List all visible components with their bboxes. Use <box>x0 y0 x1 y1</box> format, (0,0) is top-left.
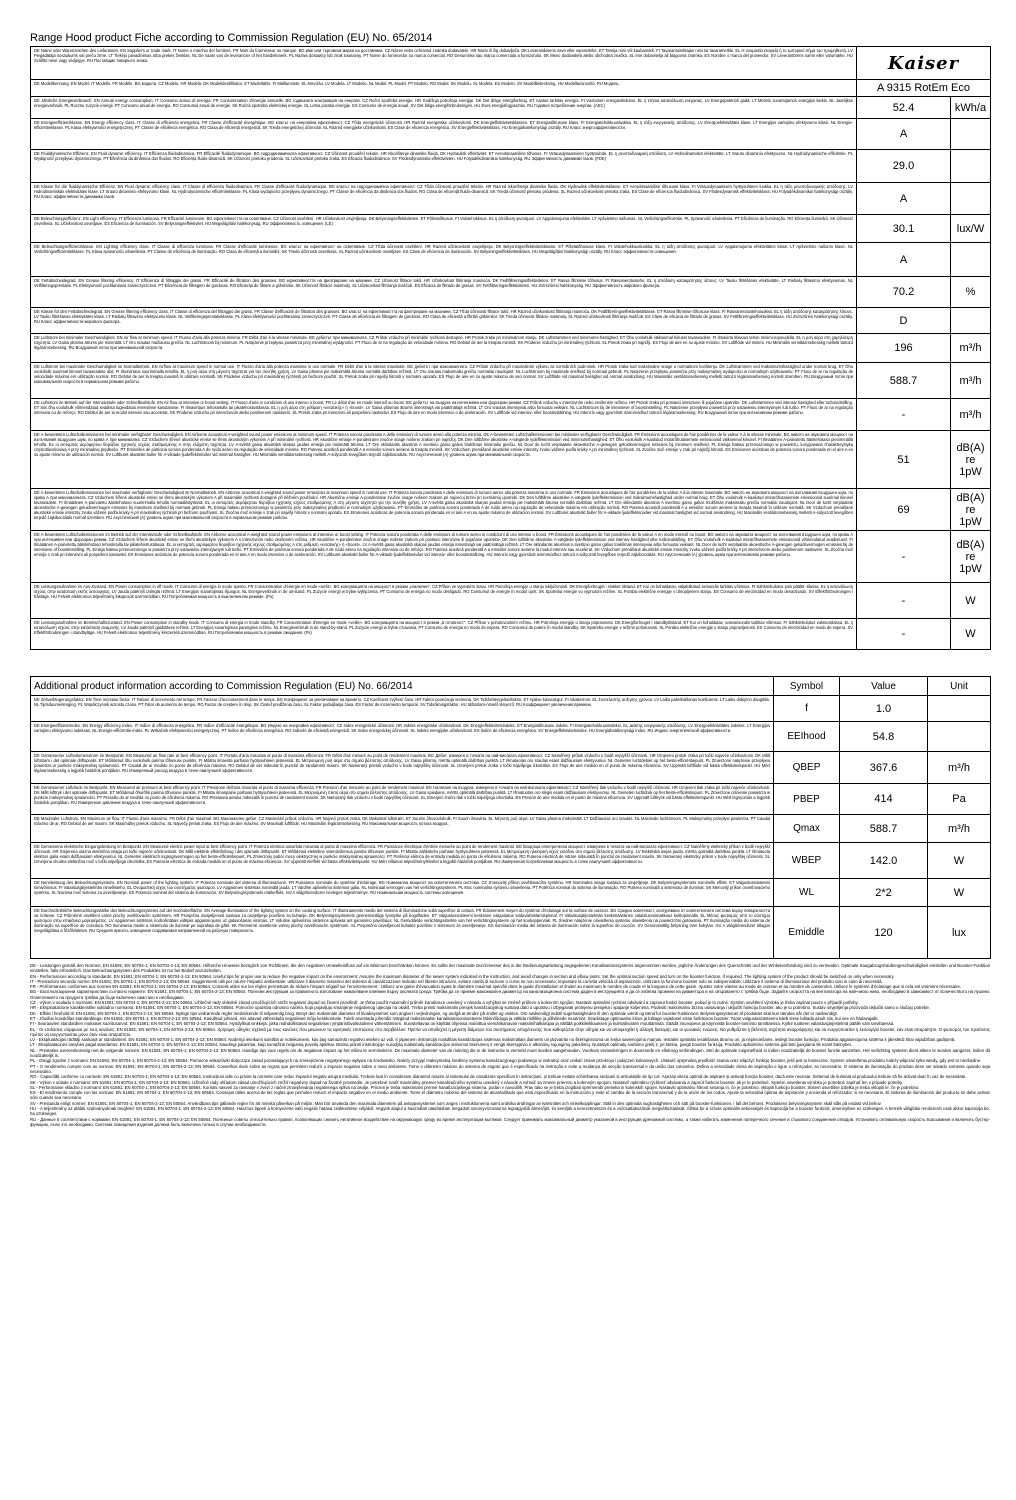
usage-notes <box>30 963 990 1127</box>
row-description: DE Gemessener Luftdruck im Bestpunkt. EN Measured air pressure at best efficiency point. IT Pressione dell'aria misurata al punto di massima efficienza. FR Pression d'air mesurée au point de rendement maximal. BG Налягане на въздуха, измерено в точката на най-високата ефективност. CZ Naměřený tlak vzduchu v bodě nejvyšší účinnosti. HR Izmjereni tlak zraka pri točki najveće učinkovitosti. DK Målt lufttryk i det optimale driftspunkt. ET Mõõdetud õhurõhk parima tõhususe punktis. FI Mitattu ilmanpaine parhaan hyötysuhteen pisteessä. EL Μετρούμενη πίεση αέρα στο σημείο βέλτιστης απόδοσης. LV Gaisa spiediens, mērīts optimālā darbības punktā. LT Išmatuotas oro slėgis esant didžiausiam efektyvumui. NL Gemeten luchtdruk op het beste-efficiëntiepunt. PL Zmierzone ciśnienie powietrza w punkcie maksymalnej sprawności. PT Pressão do ar medida no ponto de eficiência máxima. RO Presiunea aerului măsurată în punctul de randament maxim. SK Nameraný tlak vzduchu v bode najvyššej účinnosti. SL Izmerjeni zračni tlak v točki najvišjega izkoristka. ES Presión de aire medida en el punto de máxima eficiencia. SV Uppmätt lufttryck vid bästa effektivitetspunkt. HU Mért légnyomás a legjobb hatásfok pontjában. RU Измеренное давление воздуха в точке наилучшей эффективности. <box>31 784 774 815</box>
row-description: DE Luftstrom im Betrieb auf der Intensivstufe oder Schnelllaufstufe. EN Air flow at intensive or boost setting. IT Flusso d'aria in condizioni di uso intenso o boost. FR Le débit d'air en mode intensif ou boost. BG дебитът на въздуха на интензивен или форсиран режим. CZ Průtok vzduchu v intenzivním nebo zesíleném režimu. HR Protok zraka pri postavci intenzivne ili pojačane upotrebe. DK Luftstrømmen ved intensiv hastighed eller turboindstilling. ET Siis õhu vooluhulk võimendatud seadista tugevdatus intensiivse kasutamise. FI Ilmavirtaus tehostetulla tai pikatehostustilassa. EL η ροή αέρα στη ρύθμιση «εντατικής» ή «boost». LV Gaisa plūsmas ātrums intensīvajā vai paātrinātajā režīmā. LT Oro srautas intensyviai arba forsuotai veikiant. NL Luchtstroom bij de intensieve of boostinstelling. PL Natężenie przepływu powietrza przy ustawieniu intensywnym lub turbo. PT Fluxo de ar na regulação intensiva ou de reforço. RO Debitul de aer la modul intensiv sau accelerat. SK Prúdenie vzduchu pri intenzívnom alebo posilnenom nastavení. SL Pretok zraka pri intenzivni ali pospešeni nastavitvi. ES Flujo de aire en modo intensivo o de aceleración. SV Luftflöde vid intensiv- eller boostinställning. HU Intenzív vagy gyorsított üzemmódhoz tartozó légáramsebesség. RU Воздушный поток при интенсивном режиме работы. <box>31 399 857 431</box>
fiche65-row <box>31 399 991 431</box>
row-description: DE Klasse für den Fettabscheidegrad. EN Grease filtering efficiency class. IT Classe di efficienza del filtraggio dei grassi. FR Classe d'efficacité de filtration des graisses. BG класът на ефективността на филтриране на мазнини. CZ Třída účinnosti filtrace tuků. HR Razred učinkovitosti filtriranja masnoća. DK Fedtfiltreringseffektivitetsklasse. ET Rasva filtrimise tõhususe klass. FI Rasvanerotustehoiuokka. EL η τάξη απόδοσης κατακράτησης λίπους. LV Tauku filtrēšanas efektivitātes klase. LT Riebalų filtravimo efektyvumo klasė. NL Vetfilteringsprestatieklasse. PL Klasa efektywności pochłaniania zanieczyszczeń. PT Classe de eficiência de filtragem de gorduras. RO Clasa de eficiență a filtrării grăsimilor. SK Trieda účinnosti filtrácie mastnoty. SL Razred učinkovitosti filtriranja maščob. ES Clase de eficacia de filtrado de grasas. SV Fettfiltreringseffektivitetsklass. HU Zsírszűrési hatékonysági osztály. RU Класс эффективности жирового фильтра. <box>31 308 857 334</box>
symbol-header: Symbol <box>774 677 840 696</box>
row-unit <box>951 119 991 150</box>
usage-note: BG - Експлоатационни характеристики съгласно нормите: EN 61591; EN 60704-1; EN 60704-2-13; EN 50564. Полезни инструкции за правилното използване намаляване влияние върху околната среда: Трябва да се приеме максимален диаметър на канализационна система даден в инструкцията и да се избягва промени на диаметъра и на свързването с трябва бъде. Задайте скоростта на вентилатора на най-ниско ниво, необходимо в зависимост от количеството на пушеки. Осветлението на продукта трябва да бъде включено само ако е необходимо. <box>30 989 990 1000</box>
row-description: DE Jährliche Energieverbrauch. EN Annual energy consumption. IT Consumo annuo di energia. FR Consommation d'énergie annuelle. BG годишната консумация на енергия. CZ Roční spotřeba energie. HR Godišnja potrošnja energije. DK Det årlige energiforbrug. ET Aastas tarbitav energia. FI Vuotuinen energiankulutus. EL η ετήσια κατανάλωση ενέργειας. LV Energopatēriņš gadā. LT Metinis suvartojamos energijos kiekis. NL Jaarlijkse energieverbruik. PL Roczne zużycie energii. PT Consumo anual de energia. RO Consumul anual de energie. SK Ročná spotreba elektrickej energie. SL Letna poraba energije. ES Consumo de energía anual. SV Det årliga energiförbrukningen. HU Éves energiafogyasztás. RU Годовое потребление энергии. (AEC) <box>31 97 857 119</box>
row-unit: % <box>951 277 991 308</box>
fiche66-row <box>31 696 991 722</box>
row-value: A <box>857 119 951 150</box>
fiche66-header-row <box>31 677 991 696</box>
row-description: DE Beleuchtungseffizienz. EN Light efficiency. IT Efficienza luminosa. FR Efficacité lumineuse. BG ефективността на осветяване. CZ Účinnost osvětlení. HR Učinkovitost osvjetljenja. DK Belysningseffektiviteten. ET Põletatõhusus. FI Valotehokkuus. EL η απόδοση φωτισμού. LV Apgaismojuma efektivitāte. LT Apšvietimo našumas. NL Verlichtingsefficiëntie. PL Sprawność oświetlenia. PT Eficiência de iluminação. RO Eficiența iluminării. SK Účinnosť osvetlenia. SL Učinkovitost osvetljave. ES Eficiencia de iluminación. SV Belysningseffektivitet. HU Megvilágítási hatékonyság. RU Эффективность освещения. (LE) <box>31 215 857 243</box>
fiche65-row <box>31 150 991 183</box>
usage-note: LT - Eksploatacinės savybės pagal standartus: EN 61591; EN 60704-1; EN 60704-2-13; EN 50564. Naudingi patarimai, kaip sumažinti neigiamą poveikį aplinkai. Būtina priimti instrukcijoje nurodytą maksimalų kanalizacijos sistemos skersmenį ir vengti skerspjūvio ir alkūninių sujungimų pakeitimų. Nustatyti optimalų siurbimo greitį ir, jei būtina, įjungti booster funkciją. Produkto apšvietimo sistema gali būti įjungiama tik esant būtinybei. <box>30 1042 852 1048</box>
row-value: 69 <box>857 489 951 531</box>
fiche65-row <box>31 119 991 150</box>
row-unit <box>928 696 991 722</box>
row-unit: W <box>951 583 991 619</box>
row-value: 588.7 <box>857 363 951 399</box>
row-unit: m³/h <box>928 752 991 784</box>
row-value: 54.8 <box>840 722 928 752</box>
row-description: DE Beleuchtungseffizienzklasse. EN Lighting efficiency class. IT Classe di efficienza luminosa. FR Classe d'efficacité lumineuse. BG класът на ефективност на осветяване. CZ Třída účinnosti osvětlení. HR Razred učinkovitosti osvjetljenja. DK Belysningseffektivitetsklasse. ET Põletatõhususe klass. FI Valotehokkuusluokka. EL η τάξη απόδοσης φωτισμού. LV Apgaismojuma efektivitātes klase. LT Apšvietimo našumo klasė. NL Verlichtingsefficiëntieklasse. PL Klasa sprawności oświetlenia. PT Classe de eficiência de iluminação. RO Clasa de eficiență a iluminării. SK Trieda účinnosti osvetlenia. SL Razred učinkovitosti osvetljave. ES Clase de eficiencia de iluminación. SV Belysningseffektivitetsklass. HU Megvilágítási hatékonysági osztály. RU Класс эффективности освещения. <box>31 243 857 277</box>
usage-note: SK - Výkon v súlade s normami: EN 61591; EN 60704-1; EN 60704-2-13; EN 50564. Užitočné rady ohľadom zásad umožňujúcich znížiť negatívny dopad na životné prostredie. Je potrebné zvoliť maximálny priemer kanalizačného systému uvedený v návode a vyhnúť sa zmene prierezu a kolenným spojom. Nastaviť optimálnu rýchlosť odsávania a zapnúť funkciu booster, ak je to potrebné. Systém osvetlenia výrobku je potrebné zapínať len v prípade potreby. <box>30 1079 904 1085</box>
row-unit <box>951 243 991 277</box>
fiche65-title: Range Hood product Fiche according to Commission Regulation (EU) No. 65/2014 <box>30 32 433 44</box>
row-value: D <box>857 308 951 334</box>
fiche65-row <box>31 80 991 97</box>
row-unit: kWh/a <box>951 97 991 119</box>
row-unit: m³/h <box>951 399 991 431</box>
fiche65-row <box>31 277 991 308</box>
usage-note: DK - Effekt i henhold til: EN 61591; EN 60704-1; EN 60704-2-13; EN 50564. Nyttige tips vedrørende regler medvirkende til miljøvenlig brug: Benyt den maksimale diameter af kloaksystemet som angivet i vejledningen, og undgå at ændre på snittet og vinklen. Om nødvendigt indstil sugehastigheden til den optimale værdi og tænd for booster-funktionen. Belysningssystemet af produktet skal kun tændes når det er nødvendigt. <box>30 1010 838 1016</box>
fiche66-row <box>31 843 991 879</box>
row-value: - <box>857 531 951 583</box>
usage-note: HU - A teljesítmény az alábbi szabványoknak megfelel: EN 61591; EN 60704-1; EN 60704-2-13; EN 50564. Hasznos tippek a környezetre való negatív hatása csökkentése céljából. Vegyük alapul a használati utasításban megadott szennyvízcsatorna legnagyobb átmérőjét, és kerüljük a keresztmetszet és a csőcsatlakozások megváltoztatását. Állítsa be a szívás optimális sebességét és kapcsolja be a booster funkciót, amennyiben ez szükséges. A termék világítási rendszerét csak akkor kapcsolja be, ha szükséges. <box>30 1106 990 1117</box>
row-description: DE Nennleistung des Beleuchtungssystems. EN Nominal power of the lighting system. IT Potenza nominale del sistema di illuminazione. FR Puissance nominale du système d'éclairage. BG Номинална мощност на осветителната система. CZ Jmenovitý příkon osvětlovacího systému. HR Nominalna snaga sustava za osvjetljenje. DK Belysningssystemets nominelle effekt. ET Valgustussüsteemi nimivõimsus. FI Valaistusjärjestelmän nimellisteho. EL Ονομαστική ισχύς του συστήματος φωτισμού. LV Apgaismes sistēmas nominālā jauda. LT Vardinė apšvietimo sistemos galia. NL Nominaal vermogen van het verlichtingssysteem. PL Moc nominalna systemu oświetlenia. PT Potência nominal do sistema de iluminação. RO Puterea nominală a sistemului de iluminat. SK Menovitý príkon osvetľovacieho systému. SL Nazivna moč sistema za osvetljevanje. ES Potencia nominal del sistema de iluminación. SV Belysningssystemets märkeffekt. HU A világítórendszer névleges teljesítménye. RU Номинальная мощность системы освещения. <box>31 879 774 907</box>
row-description: DE Fluiddynamische Effizienz. EN Fluid dynamic efficiency. IT Efficienza fluidodinamica. FR Efficacité fluidodynamique. BG гидродинамичната ефективност. CZ Účinnost proudění tekutin. HR Iskorištenje dinamike fluida. DK Hydraulisk effektivitet. ET Aerodünaamiline tõhusus. FI Virtausdynaaminen hyötysuhde. EL η ρευστοδυναμική απόδοση. LV Hidrodinamiskā efektivitāte. LT Srauto dinaminio efektyvumo. NL Hydrodynamische efficiëntie. PL Wydajność przepływu dynamicznego. PT Eficiência da dinâmica dos fluidos. RO Eficiența fluido-dinamică. SK Účinnosť prietoku prúdenia. SL Učinkovitost pretoka zraka. ES Eficacia fluidodinámica. SV Flödesdynamiska effektiviteten. HU Folyadékdinamikai hatékonyság. RU Эффективность динамики газов. (FDE) <box>31 150 857 183</box>
row-value: A <box>857 243 951 277</box>
fiche65-row <box>31 363 991 399</box>
row-unit: W <box>951 619 991 650</box>
usage-note: HR - Eksploatacione karakteristike sukladno normama: EN 61591; EN 60704-1; EN 60704-2-13; EN 50564. Pomoćne uputstva odnosno načela, koja pojavljuju smanjenje negativnog utjecaja na okoliš. Treba primiti maksimalni presjek kanalizacijskog sustava dato u uputstvu i izbjegavati promjenu presjeka i spajanje koljenima. Podesiti maksimalnu brzinu usisavanja i uključiti funkciju booster, ako je to potrebno. Sustav osvjetljenja proizvoda uključiti samo u slučaju potrebe. <box>30 1005 930 1011</box>
fiche66-row <box>31 879 991 907</box>
row-unit: dB(A) re 1pW <box>951 531 991 583</box>
row-value: 142.0 <box>840 843 928 879</box>
row-value: 196 <box>857 334 951 363</box>
row-symbol: PBEP <box>774 784 840 815</box>
fiche65-row <box>31 183 991 215</box>
row-symbol: QBEP <box>774 752 840 784</box>
row-description: DE Zeitverlängerungsfaktor. EN Time increase factor. IT Fattore di incremento nel tempo. FR Facteur d'accroissement dans le temps. BG Коефициент за увеличаване на времето. CZ Koeficient zvýšení času. HR Faktor povećanja vremena. DK Tidsforlængelsesfaktor. ET Ajalise kasvutegur. FI Aikakerroin. EL Συντελεστής αύξησης χρόνου. LV Laika palielināšanas koeficients. LT Laiko didėjimo daugiklis. NL Tijdsduurverlenging. PL Współczynnik wzrostu czasu. PT Fator de aumento de tempo. RO Factor de creștere în timp. SK Činiteľ predĺženia času. SL Faktor podaljšanja časa. ES Factor de incremento temporal. SV Tidsökningsfaktor. HU Időtartam-növelő tényező. RU Коэффициент увеличения времени. <box>31 696 774 722</box>
row-description: DE Maximaler Luftstrom. EN Maximum air flow. IT Flusso d'aria massimo. FR Débit d'air maximal. BG Максимален дебит. CZ Maximální průtok vzduchu. HR Najveći protok zraka. DK Maksimal luftstrøm. ET Suurim õhuvooluhulk. FI Suurin ilmavirta. EL Μέγιστη ροή αέρα. LV Gaisa plūsma maksimālā. LT Didžiausias oro srautas. NL Maximale luchtstroom. PL Maksymalny przepływ powietrza. PT Caudal máximo de ar. RO Debitul de aer maxim. SK Maximálny prietok vzduchu. SL Največji pretok zraka. ES Flujo de aire máximo. SV Maximalt luftflöde. HU Maximális légáramsebesség. RU Максимальная мощность потока воздуха. <box>31 815 774 843</box>
usage-note: FI - Seuraavien standardien mukaiset suoritusarvot: EN 61591; EN 60704-1; EN 60704-2-13; EN 50564. Hyödyllisiä vinkkejä, jotka mahdollistavat negatiivisen ympäristövaikutuksen vähentämisen. Suositeltavaa on käyttää ohjeissa mainittua viemärikanavan maksimihalkaisijaa ja välttää poikkileikkauksen ja kulmaliitosten muuttamista. Säädä imunopeus ja käynnistä booster-toiminto tarvittaessa. Kytke tuotteen valaistusjärjestelmä päälle vain tarvittaessa. <box>30 1021 895 1027</box>
row-symbol: f <box>774 696 840 722</box>
row-description: DE Gemessener Luftvolumenstrom im Bestpunkt. EN Measured air flow rate at best efficiency point. IT Portata d'aria misurata al punto di massima efficienza. FR Débit d'air mesuré au point de rendement maximal. BG Дебит, измерен в точката на най-високата ефективност. CZ Naměřený průtok vzduchu v bodě nejvyšší účinnosti. HR Izmjereni protok zraka pri točki najveće učinkovitosti. DK Målt luftstrøm i det optimale driftspunkt. ET Mõõdetud õhu vooluhulk parima tõhususe punktis. FI Mitattu ilmavirta parhaan hyötysuhteen pisteessä. EL Μετρούμενη ροή αέρα στο σημείο βέλτιστης απόδοσης. LV Gaisa plūsma, mērīta optimālā darbības punktā. LT Išmatuotas oro srautas esant didžiausiam efektyvumui. NL Gemeten luchtdebiet op het beste-efficiëntiepunt. PL Zmierzone natężenie przepływu powietrza w punkcie maksymalnej sprawności. PT Caudal de ar medido no ponto de eficiência máxima. RO Debitul de aer măsurat în punctul de randament maxim. SK Nameraný prietok vzduchu v bode najvyššej účinnosti. SL Izmerjeni pretok zraka v točki najvišjega izkoristka. ES Flujo de aire medido en el punto de máxima eficiencia. SV Uppmätt luftflöde vid bästa effektivitetspunkt. HU Mért légáramsebesség a legjobb hatásfok pontjában. RU Измеренный расход воздуха в точке наилучшей эффективности. <box>31 752 774 784</box>
fiche65-row <box>31 531 991 583</box>
row-description: DE Name oder Warenzeichen des Lieferanten. EN Supplier's or trade mark. IT Nome o marchio del fornitore. FR Nom du fournisseur ou marque. BG име или търговска марка на доставчика. CZ Název nebo ochranná známka dodavatele. HR Naziv ili žig dobavljača. DK Leverandørens navn eller varemærke. ET Tarnija nimi või kaubamärk. FI Tavarantoimittajan nimi tai tavaramerkki. EL Η ονομασία εταιρεία ή το εμπορικό σήμα του προμηθευτή. LV Piegādātāja nosaukums vai preču zīme. LT Tiekėjo pavadinimas arba prekės ženklas. NL De naam van de leverancier of het handelsmerk. PL Nazwa dostawcy lub znak towarowy. PT Nome do fornecedor ou marca comercial. RO Denumirea sau marca comerciala a furnizorului. SK Meno dodávateľa alebo obchodná značka. SL Ime dobavitelja ali blagovna znamka. ES Nombre o marca del proveedor. SV Leverantörens namn eller varumärke. HU Szállító neve vagy védjegye. RU Поставщик товарного знака. <box>31 47 857 80</box>
row-description: DE Energieeffizienzindex. EN Energy efficiency index. IT Indice di efficienza energetica. FR Indice d'efficacité énergétique. BG Индекс на енергийна ефективност. CZ Index energetické účinnosti. HR Indeks energetske učinkovitosti. DK Energieffektivitetsindeks. ET Energiatõhususe indeks. FI Energiatehokkuusindeksi. EL Δείκτης ενεργειακής απόδοσης. LV Energoefektivitātes indekss. LT Energijos vartojimo efektyvumo indeksas. NL Energie-efficiëntie-index. PL Wskaźnik efektywności energetycznej. PT Índice de eficiência energética. RO Indicele de eficiență energetică. SK Index energetickej účinnosti. SL Indeks energijske učinkovitosti. ES Índice de eficiencia energética. SV Energieffektivitetsindex. HU Energiahatékonysági index. RU Индекс энергетической эффективности. <box>31 722 774 752</box>
row-unit: dB(A) re 1pW <box>951 431 991 489</box>
row-unit: lux <box>928 907 991 959</box>
row-description: DE Luftstrom bei minimaler Geschwindigkeit. EN Air flow at minimum speed. IT Flusso d'aria alla potenza minima. FR Débit d'air à la vitesse minimale. BG дебитът при минималната. CZ Průtok vzduchu při minimální rychlosti dostupné. HR Protok zraka pri minimalnom stanju. DK Luftstrømmen ved minimums-hastighed. ET Õhu vooluhulk väikseimal kiirusel tavaseadete. FI Ilmavirta tilavuus tehon minimi-nopeudella. EL η ροή αέρα στη χαμηλότερη ταχύτητα. LV Gaisa plūsma ātrums pie minimālā. LT Oro srautas mažiausiu greičiu. NL Luchtstroom bij minimum. PL Natężenie przepływu powietrza przy minimalnej wydajności. PT Fluxo de ar na regulação de velocidade mínima. RO Debitul de aer la treapta minimă. SK Prúdenie vzduchu pri minimálnej rýchlosti. SL Pretok zraka pri najnižji. ES Flujo de aire en su ajuste mínimo. SV Luftflöde vid minimi. HU Minimális ventilátorsebesség melletti tartozó légáramsebesség. RU Воздушный поток при минимальной скорости. <box>31 334 857 363</box>
row-value: 52.4 <box>857 97 951 119</box>
fiche65-row <box>31 97 991 119</box>
row-description: DE Leistungsaufnahme im Bereitschaftszustand. EN Power consumption in standby mode. IT Consumo di energia in modo standby. FR Consommation d'énergie en mode «veille». BG консумацията на мощност в режим „в готовност“. CZ Příkon v pohotovostním režimu. HR Potrošnja energije u stanju pripravnosti. DK Energiforbruget i standbytilstand. ET Kui on kohaldatav, ooteseisundis tarbitav võimsus. FI Sähkönkulutus valmiustilassa. EL η κατανάλωση ισχύος στην κατάσταση αναμονής. LV Jauda patēriņš gaidstāves režīmā. LT Energijos suvartojimas parengties režimu. NL Energieverbruik in de stand-by-stand. PL Zużycie energii w trybie czuwania. PT Consumo de energia no modo de espera. RO Consumul de putere în modul standby. SK Spotreba energie v režime pohotovosti. SL Poraba električne energije v stanju pripravljenosti. ES Consumo de electricidad en modo de espera. SV Effektförbrukningen i standbyläge. HU Felvett elektromos teljesítmény készenléti üzemmódban. RU Потребляемая мощность в режиме ожидания. (Ps) <box>31 619 857 650</box>
fiche65-row <box>31 334 991 363</box>
usage-note: PL - Osiągi zgodne z normami: EN 61591; EN 60704-1; EN 60704-2-13; EN 50564. Pomocne wskazówki dotyczące zasad pozwalających na zmniejszenie negatywnego wpływu na środowisko. Należy przyjąć maksymalną średnicę systemu kanalizacyjnego podanego w instrukcji oraz unikać zmian przekroju i połączeń kolanowych. Ustawić optymalną prędkość ssania oraz włączyć funkcję booster, jeśli jest to konieczne. System oświetlenia produktu należy włączać tylko wtedy, gdy jest to niezbędne. <box>30 1058 982 1064</box>
fiche-page <box>30 30 990 1127</box>
usage-note: RU - Данные в соответствии с нормами: EN 61591; EN 60704-1; EN 60704-2-13; EN 50564. Полезные советы относительно правил, позволяющих снизить негативное воздействие на окружающую среду во время эксплуатации вытяжки: Следует принимать максимальный диаметр указанной в инструкции дренажной системы, а также избегать изменения поперечного сечения и стыкового соединения отводов. Установить оптимальную скорость всасывания и включить бустер-функцию, если это необходимо. Система освещения изделия должна быть включена только в случае необходимости. <box>30 1116 990 1127</box>
fiche65-row <box>31 489 991 531</box>
fiche66-row <box>31 722 991 752</box>
row-unit: W <box>928 879 991 907</box>
row-value: 588.7 <box>840 815 928 843</box>
row-value: A <box>857 183 951 215</box>
row-unit: dB(A) re 1pW <box>951 489 991 531</box>
usage-note: RO - Capacități conforme cu normele: EN 61591; EN 60704-1; EN 60704-2-13; EN 50564. Instrucțiuni utile cu privire la normele care reduc impactul negativ asupra mediului. Trebuie luat în considerare diametrul maxim al sistemului de canalizare specificat în instrucțiuni, și trebuie evitate schimbarea secțiunii și articulațiile de tip cot. Așezați viteza optimă de aspirare și activați funcția booster, dacă este necesar. Sistemul de iluminat al produsului trebuie să fie activat doar în caz de necesitate. <box>30 1074 967 1080</box>
row-value: 30.1 <box>857 215 951 243</box>
row-value: 1.0 <box>840 696 928 722</box>
row-value: 367.6 <box>840 752 928 784</box>
row-description: DE Durchschnittliche Beleuchtungsstärke des Beleuchtungssystems auf der Kochoberfläche. EN Average illumination of the lighting system on the cooking surface. IT Illuminamento medio del sistema di illuminazione sulla superficie di cottura. FR Éclairement moyen du système d'éclairage sur la surface de cuisson. BG Средна осветеност, осигурявана от осветителната система върху повърхността за готвене. CZ Průměrné osvětlení varné plochy osvětlovacím systémem. HR Prosječna osvijetljenost sustava za osvjetljenje površine za kuhanje. DK Belysningssystemets gennemsnitlige lysstyrke på kogefladen. ET Valgustussüsteemi keskmine valgustatus toiduvalmistamispinnal. FI Valaistusjärjestelmän keskimääräinen valaistusvoimakkuus keittopinnalla. EL Μέσος φωτισμός από το σύστημα φωτισμού στην επιφάνεια μαγειρέματος. LV Apgaismes sistēmas nodrošinātais vidējais apgaismojums uz gatavošanas virsmas. LT Vidutinė apšvietimo sistemos apšvieta ant gaminimo paviršiaus. NL Gemiddelde verlichtingssterkte van het verlichtingssysteem op het kookoppervlak. PL Średnie natężenie oświetlenia systemu oświetlenia na powierzchni gotowania. PT Iluminação média do sistema de iluminação na superfície de cozedura. RO Iluminarea medie a sistemului de iluminat pe suprafața de gătit. SK Priemerné osvetlenie varnej plochy osvetľovacím systémom. SL Povprečna osvetljenost kuhalne površine s sistemom za osvetljevanje. ES Iluminación media del sistema de iluminación sobre la superficie de cocción. SV Genomsnittlig belysning över kokytan. HU A világítórendszer átlagos megvilágítása a főzőfelületen. RU Средняя яркость освещения создаваемая направленной на рабочую поверхность. <box>31 907 774 959</box>
row-value: - <box>857 619 951 650</box>
unit-header: Unit <box>928 677 991 696</box>
usage-note: EN - Performances according to standards: EN 61591; EN 60704-1; EN 60704-2-13; EN 50564. Useful tips for proper use to reduce the negative impact on the environment: Assume the maximum diameter of the sewer system indicated in the instruction, and avoid changes in section and elbow joints. Set the optimal suction speed and turn on the booster function, if required. The lighting system of the product should be switched on only when necessary. <box>30 973 895 979</box>
row-unit: Pa <box>928 784 991 815</box>
fiche65-row <box>31 431 991 489</box>
row-unit: m³/h <box>951 363 991 399</box>
row-symbol: Emiddle <box>774 907 840 959</box>
usage-note: LV - Ekspluatācijas rādītāji saskaņā ar standartiem: EN 61591; EN 60704-1; EN 60704-2-13; EN 50564. Noderīgi ieteikumi saistībā ar noteikumiem, kas ļauj samazināt negatīvo ietekmi uz vidi. Ir jāpieņem instrukcijā norādītais kanalizācijas sistēmas maksimālais diametrs un jāizvairās no šķērsgriezuma un leņķa savienojumu maiņas. Iestatiet optimālo iesūkšanas ātrumu un, ja nepieciešams, ieslēgt booster funkciju. Produkta apgaismojuma sistēma ir jāieslēdz tikai vajadzības gadījumā. <box>30 1037 956 1043</box>
row-description: DE Modellkennung. EN Model. IT Modello. FR Modèle. BG модела. CZ Modelu. HR Modela. DK Modelidentifikator. ET Mudeltähis. FI Malltunniste. EL Μοντέλο. LV Modela. LT Modelio. NL Model. PL Model. PT Modelo. RO Model. SK Modelu. SL Modela. ES Modelo. SV Modellbeteckning. HU Modellazonosító. RU Модель. <box>31 80 857 97</box>
usage-note: SV - Prestanda enligt normer: EN 61591; EN 60704-1; EN 60704-2-13; EN 50564. Användbara tips gällande regler för att minska påverkan på miljön. Man bör använda den maximala diametern på avloppssystemet som anges i instruktionerna samt undvika ändringar av tvärsnittet och vinkelkopplingar. Ställ in den optimala sughastigheten och sätt på booster-funktionen, i fall det behövs. Produktens belysningssystem skall slås på endast vid behov. <box>30 1100 882 1106</box>
fiche66-row <box>31 815 991 843</box>
row-value: - <box>857 399 951 431</box>
row-value: 2*2 <box>840 879 928 907</box>
usage-note: EL - Οι επιδόσεις σύμφωνα με τους κανόνες: EN 61591; EN 60704-1; EN 60704-2-13; EN 50564. Χρήσιμες οδηγίες σχετικά με τους κανόνες που μειώνουν τις αρνητικές επιπτώσεις στο περιβάλλον: Πρέπει να αποδεχτεί η μέγιστη διάμετρο του συστήματος αποχέτευσης που καθορίζεται στην οδηγία και να αποφευχθεί η αλλαγή διατομής και οι γωνιακές ενώσεις. Να ρυθμίζεται η βέλτιστη ταχύτητα αναρρόφησης και να ενεργοποιείται η λειτουργία booster, εάν είναι απαραίτητο. Ο φωτισμός του προϊόντος πρέπει να ενεργοποιείται μόνο όταν είναι απαραίτητο. <box>30 1026 990 1037</box>
fiche65-table <box>30 46 991 650</box>
row-value: - <box>857 583 951 619</box>
row-description: DE Leistungsaufnahme im Aus-Zustand. EN Power consumption in off mode. IT Consumo di energia in modo spento. FR Consommation d'énergie en mode «arrêt». BG консумацията на мощност в режим „изключен“. CZ Příkon ve vypnutém stavu. HR Potrošnja energije u stanju isključenosti. DK Energiforbruget i slukket tilstand. ET Kui on kohaldatav, väljalülitatud seisundis tarbitav võimsus. FI Sähkönkulutus pois päältä -tilassa. EL η κατανάλωση ισχύος στην κατάσταση εκτός λειτουργίας. LV Jauda patēriņš izslēgtā režīmā. LT Energijos suvartojimas išjungus. NL Energieverbruik in de uit-stand. PL Zużycie energii w trybie wyłączenia. PT Consumo de energia no modo desligado. RO Consumul de energie în modul oprit. SK Spotreba energie vo vypnutom režime. SL Poraba električne energije v izklopljenem stanju. ES Consumo de electricidad en modo desactivado. SV Effektförbrukningen i frånläge. HU Felvett elektromos teljesítmény kikapcsolt üzemmódban. RU Потребляемая мощность в выключенном режиме. (Po) <box>31 583 857 619</box>
row-description: DE Gemessene elektrische Eingangsleistung im Bestpunkt. EN Measured electric power input at best efficiency point. IT Potenza elettrica assorbita misurata al punto di massima efficienza. FR Puissance électrique d'entrée mesurée au point de rendement maximal. BG Входяща електрическа мощност, измерена в точката на най-високата ефективност. CZ Naměřený elektrický příkon v bodě nejvyšší účinnosti. HR Izmjerena ulazna električna snaga pri točki najveće učinkovitosti. DK Målt elektrisk effektforbrug i det optimale driftspunkt. ET Mõõdetud elektriline sisendvõimsus parima tõhususe punktis. FI Mitattu sähköteho parhaan hyötysuhteen pisteessä. EL Μετρούμενη ηλεκτρική ισχύς εισόδου στο σημείο βέλτιστης απόδοσης. LV Elektriskā ieejas jauda, mērīta optimālā darbības punktā. LT Išmatuota elektros galia esant didžiausiam efektyvumui. NL Gemeten elektrisch ingangsvermogen op het beste-efficiëntiepunt. PL Zmierzony pobór mocy elektrycznej w punkcie maksymalnej sprawności. PT Potência elétrica de entrada medida no ponto de eficiência máxima. RO Puterea electrică de intrare măsurată în punctul de randament maxim. SK Nameraný elektrický príkon v bode najvyššej účinnosti. SL Izmerjena vhodna električna moč v točki najvišjega izkoristka. ES Potencia eléctrica de entrada medida en el punto de máxima eficiencia. SV Uppmätt eleffekt vid bästa effektivitetspunkt. HU Mért villamos teljesítményfelvétel a legjobb hatásfok pontjában. RU Измеренная потребляемая мощность в точке наилучшей эффективности. <box>31 843 774 879</box>
row-unit <box>928 722 991 752</box>
row-value: 51 <box>857 431 951 489</box>
fiche66-row <box>31 784 991 815</box>
row-description: DE Energieeffizienzklasse. EN Energy efficiency class. IT Classe di efficienza energetica. FR Classe d'efficacité énergétique. BG класът на енергийна ефективност. CZ Třída energetické účinnosti. HR Razred energetske učinkovitosti. DK Energieffektivitetsklassen. ET Energiatõhususe klass. FI Energiatehokkuusluokka. EL η τάξη ενεργειακής απόδοσης. LV Energoefektivitātes klase. LT Energijos vartojimo efektyvumo klasė. NL Energie-efficiëntieklasse. PL Klasa efektywności energetycznej. PT Classe de eficiência energética. RO Clasa de eficiență energetică. SK Trieda energetickej účinnosti. SL Razred energijske učinkovitosti. ES Clase de eficiencia energética. SV Energieffektivitetsklass. HU Energiahatékonysági osztály. RU Класс энергоэффективности. <box>31 119 857 150</box>
usage-note: SL - Performanse skladno z normami: EN 61591; EN 60704-1; EN 60704-2-13; EN 50564. Koristni nasveti za ravnanje v zvezi z načeli zmanjševanja negativnega vpliva na okolje. Privzeti je treba maksimalni premer kanalizacijskega sistema, podan v navodilih. Prav tako se je treba izogibati spremembi preseka in kolenskih spojev. Nastaviti optimalno hitrost sesanja in, če je potrebno, vklopiti funkcijo booster. Sistem osvetlitve izdelka je treba vklopiti le, če je potrebno. <box>30 1084 920 1090</box>
fiche66-table <box>30 676 991 959</box>
fiche65-row <box>31 215 991 243</box>
row-unit: m³/h <box>951 334 991 363</box>
row-unit: lux/W <box>951 215 991 243</box>
row-value: 70.2 <box>857 277 951 308</box>
usage-note: ES - El rendimiento cumple con las normas: EN 61591; EN 60704-1; EN 60704-2-13; EN 50564. Consejos útiles acerca de las reglas que permiten reducir el impacto negativo en el medio ambiente. Tome el diámetro máximo del sistema de alcantarillado que está especificado en la instrucción y evite el cambio de la sección transversal y de la unión de los codos. Ajuste la velocidad óptima de aspiración y encienda el reforzador, si es necesario. El sistema de iluminación del producto se debe activar sólo cuando sea necesario. <box>30 1090 990 1101</box>
fiche66-row <box>31 752 991 784</box>
row-unit <box>951 150 991 183</box>
brand-logo: Kaiser <box>857 47 991 80</box>
fiche65-row <box>31 619 991 650</box>
model-name: A 9315 RotEm Eco <box>857 80 991 97</box>
usage-note: DE - Leistungen gemäß den Normen: EN 61591; EN 60704-1; EN 60704-2-13; EN 50564. Hilfreiche Hinweise bezüglich von Richtlinien, die den negativen Umwelteinfluss auf ein Minimum beschränken können. Es sollte der maximale Durchmesser des in der Bedienungsanleitung angegebenen Kanalisationssystems angenommen werden, jegliche Änderungen des Querschnitts und der Winkelverbindung sind zu vermeiden. Optimale Saugabzugshaubengeschwindigkeit einstellen und Booster-Funktion einstellen, falls erforderlich. Das Beleuchtungssystem des Produktes ist nur bei Bedarf anzuschalten. <box>30 963 990 974</box>
row-description: DE A-bewerteten Luftschallemissionen bei minimaler verfügbarer Geschwindigkeit. EN Airborne acoustical A-weighted sound power emissions at minimum speed. IT Potenza sonora ponderata A delle emissioni di rumore aereo alla potenza minima. DE A-bewerteten Luftschallemissionen bei minimaler verfügbarer Geschwindigkeit. FR Émissions acoustiques de l'air pondérées de la valeur A à la vitesse minimale. BG нивото на звуковата мощност на излъчвания въздушен шум, по крива А при минимална. CZ Vzduchem šířené akustické emise se třemi akustickým výkonem A při minimální rychlosti. HR Akustične emisije A-ponderirane zvučne snage nošene zrakom pri najnižoj. DK Den luftbårne akustiske A-vægtede lydeffektemission ved minimumshastighed. ET Õhu vooluhulk A-kaalutud mürarõhutasemete emissioonid väikseimal kiirusel. FI Ilmaäänen A-painotettu äänitehotaso pienimmällä teholla. EL οι εκπομπές αερόφερτου θορύβου ηχητικής ισχύος σταθμισμένης Α στην ελάχιστη ταχύτητα. LV A-svērtā gaisa akustiskā skaņas jaudas emisija pie minimālā ātruma. LT Ore sklindantis akustinis A svertinio garso galios triukšmas minimaliu greičiu. NL Door de lucht verplaatste akoestische A-gewogen geluidsvermogen emissies bij minimum snelheid. PL Emisja hałasu przenoszonego w powietrzu, korygowana charakterystyką częstotliwościową A przy minimalnej prędkości. PT Emissões de potência sonora ponderada A de ruído aéreo na regulação de velocidade mínima. RO Puterea acustică ponderată A a emisiilor sonore aeriene la treapta minimă. SK Vzduchom prenášané akustické emisie intenzity zvuku vážené podľa krivky A pri minimálnej rýchlosti. SL Zvočna moč emisije v zrak pri najnižji hitrosti. ES Emisiones acústicas de potencia sonora ponderada en el aire A en su ajuste mínimo de utilización normal. SV Luftburet akustiskt buller för A-viktade ljudeffektsnivåer vid minimal hastighet. HU Minimális ventilátorsebesség melletti A-súlyozott levegőben terjedő zajkibocsátás. RU Акустический (A) уровень шума при минимальной скорости. <box>31 431 857 489</box>
usage-note: CZ - Výkon v souladu s normami: EN 61591; EN 60704-1; EN 60704-2-13; EN 50564. Užitečné rady ohledně zásad umožňujících snížit negativní dopad na životní prostředí: Je třeba použít maximální průměr kanalizace uvedený v návodu a vyhýbat se změně průřezu a kolenním spojům. Nastavit optimální rychlost odsávání a zapnout funkci booster, pokud je to nutné. Systém osvětlení výrobku je třeba zapínat pouze v případě potřeby. <box>30 1000 859 1006</box>
usage-note: PT - O rendimento cumpre com as normas: EN 61591; EN 60704-1; EN 60704-2-13; EN 50564. Conselhos úteis sobre as regras que permitem reduzir o impacto negativo sobre o meio ambiente. Tome o diâmetro máximo do sistema de esgoto que é especificado na instrução e evite a mudança da secção transversal e da união dos cotovelos. Defina a velocidade ótima de aspiração e ligue o reforçador, se necessário. O sistema de iluminação do produto deve ser ativado somente quando seja necessário. <box>30 1063 990 1074</box>
row-unit: W <box>928 843 991 879</box>
row-unit <box>951 308 991 334</box>
row-description: DE A-bewerteten Luftschallemissionen im Betrieb auf der Intensivstufe oder Schnelllaufstufe. EN Airborne acoustical A-weighted sound power emissions at intensive or boost setting. IT Potenza sonora ponderata A delle emissioni di rumore aereo in condizioni di uso intenso o boost. FR Émissions acoustiques de l'air pondérées de la valeur A en mode intensif ou boost. BG нивото на звуковата мощност на излъчвания въздушен шум, по крива А при интензивен или форсиран режим. CZ Vzduchem šířené akustické emise se třemi akustickým výkonem A v intenzivním nebo zesíleném režimu. HR Akustične A-ponderirane zvučne snage nošene zrakom pri postavci intenzivne ili pojačane upotrebe. DK Den luftbårne akustiske A-vægtede lydeffektemission ved intensiv hastighed eller turboindstilling. ET Õhu vooluhulk A-kaalutud mürarõhutasemete emissioonid võimendatud seadistusel. FI Ilmaäänen A-painotettu äänitehotaso tehostetulla tai pikatehostustilassa. EL οι εκπομπές αερόφερτου θορύβου ηχητικής ισχύος σταθμισμένης Α στη ρύθμιση «εντατικής» ή «boost». LV A-svērtā gaisa akustiskā skaņas jaudas emisija intensīvajā vai paātrinātajā režīmā. LT Ore sklindantis akustinis A svertinio garso galios triukšmas intensyviai arba forsuotai veikiant. NL Door de lucht verplaatste akoestische A-gewogen geluidsvermogen emissies bij de intensieve of boostinstelling. PL Emisja hałasu przenoszonego w powietrzu przy ustawieniu intensywnym lub turbo. PT Emissões de potência sonora ponderada A de ruído aéreo na regulação intensiva ou de reforço. RO Puterea acustică ponderată A a emisiilor sonore aeriene la modul intensiv sau accelerat. SK Vzduchom prenášané akustické emisie intenzity zvuku vážené podľa krivky A pri intenzívnom alebo posilnenom nastavení. SL Zvočna moč emisije v zrak pri intenzivni ali pospešeni nastavitvi. ES Emisiones acústicas de potencia sonora ponderada en el aire A en modo intensivo o de aceleración. SV Luftburet akustiskt buller för A-viktade ljudeffektsnivåer vid intensiv- eller boostinställning. HU Intenzív vagy gyorsított üzemmódhoz tartozó A-súlyozott levegőben terjedő zajkibocsátás. RU Акустический (A) уровень шума при интенсивном режиме работы. <box>31 531 857 583</box>
usage-note: ET - Jõudlus kooskõlas standarditega: EN 61591; EN 60704-1; EN 60704-2-13; EN 50564. Kasulikud juhised, mis aitavad vähendada negatiivset mõju keskkonnale. Tuleb arvestada juhendis märgitud maksimaalse kanalisatsioonisüsteemi läbimõõduga ja vältida ristlõike ja põlvliitede muutmist. Seadistage optimaalne kiirus ja lülitage vajadusel sisse funktsioon booster. Toote valgustussüsteemi tuleb sisse lülitada ainult siis, kui see on hädavajalik. <box>30 1015 879 1021</box>
usage-note: NL - Prestaties overeenkomstig met de volgende normen: EN 61591; EN 60704-1; EN 60704-2-13; EN 50564. Handige tips voor regels om de negatieve impact op het milieu te verminderen. De maximale diameter van de riolering die in de instructie is vermeld moet worden aangehouden. Voorkom veranderingen in doorsnede en elleboog verbindingen. Stel de optimale zuigsnelheid in indien noodzakelijk de booster functie aanzetten. Het verlichting systeem dient alleen te worden aangezet, indien dit noodzakelijk is. <box>30 1047 990 1059</box>
row-value: 29.0 <box>857 150 951 183</box>
fiche66-title: Additional product information according to Commission Regulation (EU) No. 66/2014 <box>31 677 774 696</box>
row-description: DE Klasse für die fluiddynamische Effizienz. EN Fluid dynamic efficiency class. IT Classe di efficienza fluidodinamica. FR Classe d'efficacité fluidodynamique. BG класът на гидродинамична ефективност. CZ Třída účinnosti proudění tekutin. HR Razred iskorištenja dinamike fluida. DK Hydraulisk effektivitetsklasse. ET Aerodünaamilise tõhususe klass. FI Virtausdynaamisen hyötysuhteen luokka. EL η τάξη ρευστοδυναμικής απόδοσης. LV Hidrodinamiskās efektivitātes klase. LT Srauto dinaminio efektyvumo klasė. NL Hydrodynamische efficiëntieklasse. PL Klasa wydajności przepływu dynamicznego. PT Classe de eficiência da dinâmica dos fluidos. RO Clasa de eficiență fluido-dinamică. SK Trieda účinnosti prietoku prúdenia. SL Razred učinkovitosti pretoka zraka. ES Clase de eficiencia fluidodinámica. SV Flödesdynamisk effektivitetsklass. HU Folyadékdinamikai hatékonysági osztály. RU Класс эффективности динамики газов. <box>31 183 857 215</box>
row-description: DE Luftstrom bei maximaler Geschwindigkeit im Normalbetrieb. EN Airflow at maximum speed in normal use. IT Flusso d'aria alla potenza massima in uso normale. FR Débit d'air à la vitesse maximale. BG дебитът при максималната. CZ Průtok vzduchu při maximálním výkonu za normálních podmínek. HR Protok zraka kod maksimalne snage u normalnom korištenju. DK Luftstrømmen ved maksimumshastighed under normal brug. ET Õhu vooluhulk suurimal kiirusel tavaseadete abil. FI Ilmavirtaus suurimmalla tehollia. EL η ροή αέρα στη μέγιστη ταχύτητα για την συνήθη χρήση. LV Gaisa plūsma pie maksimālā ātruma normālā darbības režīmā. LT Oro srautas maksimaliu greičiu normaliai naudojant. NL Luchtstroom bij maximale snelheid bij normaal gebruik. PL Natężenie przepływu powietrza przy maksymalnej wydajności w normalnym użytkowaniu. PT Fluxo de ar na regulação de velocidade máxima em utilização normal. RO Debitul de aer la treapta maximă în utilizare normală. SK Prúdenie vzduchu pri maximálnej rýchlosti pri bežnom použití. SL Pretok zraka pri najvišji hitrosti v normalni uporabi. ES Flujo de aire en su ajuste máximo de uso normal. SV Luftflöde vid maximal hastighet vid normal användning. HU Maximális ventilátorsebesség melletti tartozó légáramsebesség normál üzemben. RU Воздушный поток при максимальной скорости в нормальном режиме работы. <box>31 363 857 399</box>
row-symbol: Qmax <box>774 815 840 843</box>
usage-note: FR - Performances conformes aux normes EN 61591; EN 60704-1; EN 60704-2-13; EN 50564. Conseils utiles sur les règles permettant de réduire l'impact négatif sur l'environnement : Utilisez une gaine d'évacuation ayant le diamètre maximal spécifié dans le guide d'installation et limiter au maximum le nombre de coude et la longueur de cette gaine. Ajustez votre vitesse au mode de cuisson et au nombre de casseroles. Utilisez le système d'éclairage que si cela est vraiment nécessaire. <box>30 984 962 990</box>
fiche65-row <box>31 583 991 619</box>
row-description: DE A-bewerteten Luftschallemissionen bei maximaler verfügbarer Geschwindigkeit im Normalbetrieb. EN Airborne acoustical A-weighted sound power emissions at maximum speed in normal use. IT Potenza sonora ponderata A delle emissioni di rumore aereo alla potenza massima in uso normale. FR Émissions acoustiques de l'air pondérées de la valeur A à la vitesse maximale. BG нивото на звуковата мощност на излъчвания въздушен шум, по крива А при максималната. CZ Vzduchem šířené akustické emise se třemi akustickým výkonem A při maximální rychlosti dostupné při běžném používání. HR Akustične emisije A-ponderirane zvučne snage nošene zrakom pri najvećoj brzini pri normalnoj upotrebi. DK Den luftbårne akustiske A-vægtede lydeffektemission ved maksimumshastighed under normal brug. ET Õhu vooluhulk A-kaalutud mürarõhutasemete emissioonid suurimal kiirusel tavaseadete. FI Ilmaäänen A-painotettu äänitehotaso suurimmalla teholla normaalikäytössä. EL οι εκπομπές αερόφερτου θορύβου ηχητικής ισχύος σταθμισμένης Α στη μέγιστη ταχύτητα για την συνήθη χρήση. LV A-svērtā gaisa akustiskā skaņas jaudas emisija pie maksimālā ātruma normālā darbības režīmā. LT Ore sklindantis akustinis A svertinio garso galios triukšmas maksimaliu greičiu normaliai naudojant. NL Door de lucht verplaatste akoestische A-gewogen geluidsvermogen emissies bij maximum snelheid bij normaal gebruik. PL Emisja hałasu przenoszonego w powietrzu przy maksymalnej prędkości w normalnym użytkowaniu. PT Emissões de potência sonora ponderada A de ruído aéreo na regulação de velocidade máxima em utilização normal. RO Puterea acustică ponderată A a emisiilor sonore aeriene la treapta maximă în utilizare normală. SK Vzduchom prenášané akustické emisie intenzity zvuku vážené podľa krivky A pri maximálnej rýchlosti pri bežnom používaní. SL Zvočna moč emisije v zrak pri najvišji hitrosti v normalni uporabi. ES Emisiones acústicas de potencia sonora ponderada en el aire A en su ajuste máximo de utilización normal. SV Luftburet akustiskt buller för A-viktade ljudeffektsnivåer vid maximal hastighet vid normal användning. HU Maximális ventilátorsebesség melletti A-súlyozott levegőben terjedő zajkibocsátás normál üzemben. RU Акустический (A) уровень шума при максимальной скорости в нормальном режиме работы. <box>31 489 857 531</box>
value-header: Value <box>840 677 928 696</box>
fiche65-row <box>31 308 991 334</box>
fiche66-row <box>31 907 991 959</box>
row-description: DE Fettabscheidegrad. EN Grease filtering efficiency. IT Efficienza di filtraggio dei grassi. FR Efficacité de filtration des graisses. BG ефективността на филтриране на мазнини. CZ Účinnost filtrace tuků. HR Učinkovitost filtriranja masnoća. DK Fedtfiltreringseffektiviteten. ET Rasva filtrimise tõhusus. FI Rasvanerotusteho. EL η απόδοση κατακράτησης λίπους. LV Tauku filtrēšanas efektivitāte. LT Riebalų filtravimo efektyvumas. NL Vetfilteringsprestatie. PL Efektywność pochłaniania zanieczyszczeń. PT Eficiência de filtragem de gorduras. RO Eficiența de filtrare a grăsimilor. SK Účinnosť filtrácie mastnoty. SL Učinkovitost filtriranja maščob. ES Eficacia de filtrado de grasas. SV Fettfiltreringseffektiviteten. HU Zsírszűrési hatékonyság. RU Эффективность жирового фильтра. <box>31 277 857 308</box>
usage-note: IT - Prestazioni secondo norme: EN 61591; EN 60704-1; EN 60704-2-13; EN 50564. Suggerimenti utili per ridurre l'impatto ambientale: utilizzare il diametro massimo del sistema di canalizzazione indicato nel libretto istruzioni, evitare cambi di sezione o curve se non necessario; impostare la corretta velocità di aspirazione, utilizzare la funzione booster solo se indispensabile; utilizzare il sistema di illuminazione del prodotto solo in caso di necessità. <box>30 978 883 984</box>
row-symbol: EEIhood <box>774 722 840 752</box>
fiche65-row <box>31 47 991 80</box>
row-symbol: WBEP <box>774 843 840 879</box>
fiche65-row <box>31 243 991 277</box>
row-symbol: WL <box>774 879 840 907</box>
row-value: 414 <box>840 784 928 815</box>
row-unit: m³/h <box>928 815 991 843</box>
row-unit <box>951 183 991 215</box>
row-value: 120 <box>840 907 928 959</box>
